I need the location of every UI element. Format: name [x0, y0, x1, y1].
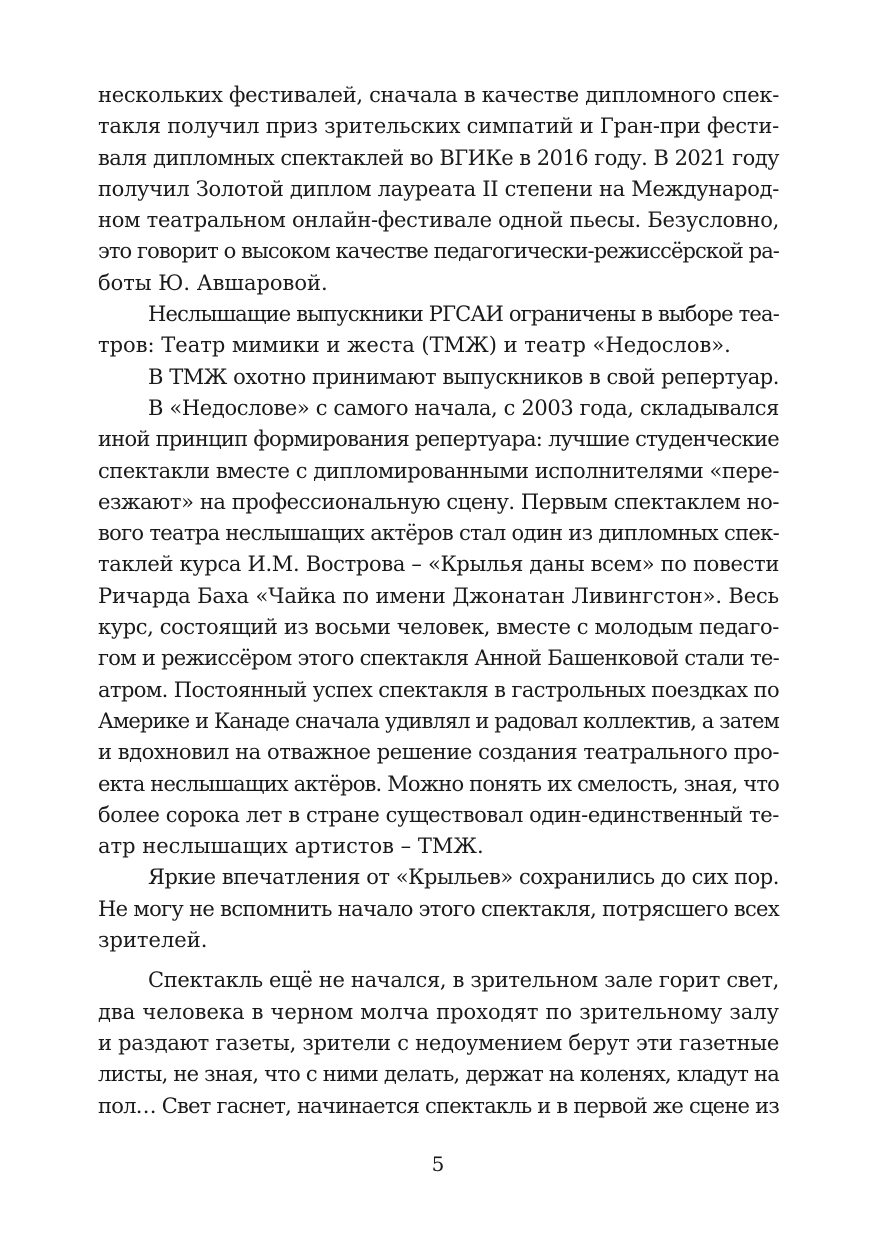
paragraph — [98, 362, 779, 393]
paragraph — [98, 299, 779, 362]
text-line: два человека в черном молча проходят по зрительному залу — [98, 999, 779, 1024]
text-line: нескольких фестивалей, сначала в качестве дипломного спек- — [98, 83, 779, 107]
text-line: тров: Театр мимики и жеста (ТМЖ) и театр «Недослов». — [98, 333, 731, 358]
text-line: вого театра неслышащих актёров стал один из дипломных спек- — [98, 521, 779, 546]
text-line: Ричарда Баха «Чайка по имени Джонатан Ливингстон». Весь — [98, 583, 779, 608]
paragraph-spacer — [98, 956, 779, 965]
text-line: такля получил приз зрительских симпатий и Гран-при фести- — [98, 114, 779, 139]
text-line: езжают» на профессиональную сцену. Первым спектаклем но- — [98, 489, 779, 514]
text-line: ном театральном онлайн-фестивале одной пьесы. Безусловно, — [98, 208, 780, 233]
text-line: пол… Свет гаснет, начинается спектакль и в первой же сцене из — [98, 1093, 779, 1118]
text-line: боты Ю. Авшаровой. — [98, 270, 328, 295]
text-line: и вдохновил на отважное решение создания театрального про- — [98, 740, 779, 765]
text-line: спектакли вместе с дипломированными исполнителями «пере- — [98, 458, 779, 483]
text-line: листы, не зная, что с ними делать, держат на коленях, кладут на — [98, 1062, 779, 1087]
paragraph — [98, 965, 779, 1121]
text-line: Спектакль ещё не начался, в зрительном зале горит свет, — [148, 968, 779, 993]
text-line: Неслышащие выпускники РГСАИ ограничены в выборе теа- — [148, 302, 779, 327]
body-text — [98, 80, 779, 1122]
text-line: Не могу не вспомнить начало этого спектакля, потрясшего всех — [98, 896, 779, 921]
paragraph — [98, 862, 779, 956]
paragraph — [98, 80, 779, 299]
page-number: 5 — [431, 1152, 445, 1176]
text-line: атром. Постоянный успех спектакля в гастрольных поездках по — [98, 677, 779, 702]
text-line: курс, состоящий из восьми человек, вместе с молодым педаго- — [98, 615, 779, 640]
text-line: Яркие впечатления от «Крыльев» сохранились до сих пор. — [148, 865, 779, 890]
text-line: валя дипломных спектаклей во ВГИКе в 2016 году. В 2021 году — [98, 145, 779, 170]
text-line: это говорит о высоком качестве педагогически-режиссёрской ра- — [98, 239, 779, 264]
text-line: зрителей. — [98, 928, 208, 953]
text-line: атр неслышащих артистов – ТМЖ. — [98, 834, 484, 859]
text-line: получил Золотой диплом лауреата II степени на Международ- — [98, 176, 779, 201]
text-line: екта неслышащих актёров. Можно понять их смелость, зная, что — [98, 771, 779, 796]
text-line: иной принцип формирования репертуара: лучшие студенческие — [98, 427, 779, 452]
text-line: более сорока лет в стране существовал один-единственный те- — [98, 802, 779, 827]
text-line: таклей курса И.М. Вострова – «Крылья даны всем» по повести — [98, 552, 779, 577]
text-line: Америке и Канаде сначала удивлял и радовал коллектив, а затем — [98, 708, 779, 733]
text-line: и раздают газеты, зрители с недоумением берут эти газетные — [98, 1030, 779, 1055]
text-line: В «Недослове» с самого начала, с 2003 года, складывался — [148, 395, 779, 420]
text-line: В ТМЖ охотно принимают выпускников в свой репертуар. — [148, 364, 779, 389]
text-line: гом и режиссёром этого спектакля Анной Башенковой стали те- — [98, 646, 779, 671]
paragraph — [98, 393, 779, 862]
